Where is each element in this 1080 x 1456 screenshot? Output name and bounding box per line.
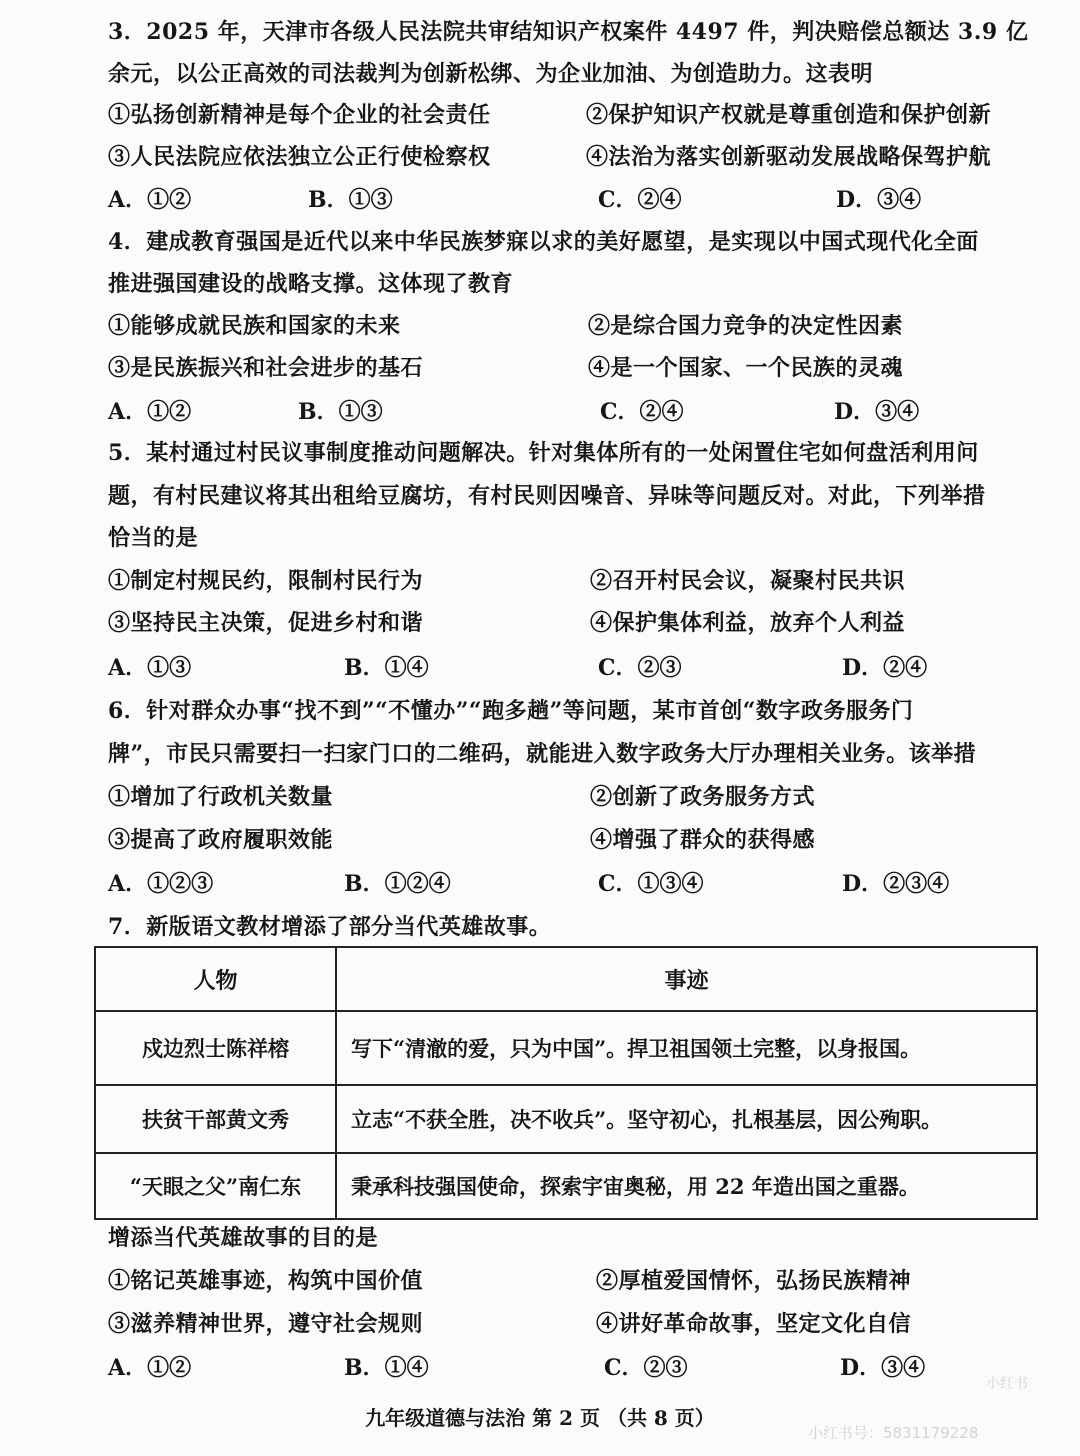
- q5-statement-2: ②召开村民会议，凝聚村民共识: [590, 568, 906, 594]
- hero-name: 戍边烈士陈祥榕: [95, 1011, 336, 1085]
- q3-statement-4: ④法治为落实创新驱动发展战略保驾护航: [586, 144, 992, 170]
- q6-option-d: D．②③④: [842, 871, 950, 897]
- q3-option-a: A．①②: [108, 187, 192, 213]
- q3-statement-2: ②保护知识产权就是尊重创造和保护创新: [586, 102, 992, 128]
- q4-option-a: A．①②: [108, 399, 192, 425]
- q7-statement-2: ②厚植爱国情怀，弘扬民族精神: [596, 1268, 912, 1294]
- table-header-row: [95, 947, 1037, 1011]
- q7-option-b: B．①④: [344, 1355, 429, 1381]
- q5-statement-4: ④保护集体利益，放弃个人利益: [590, 610, 906, 636]
- q4-option-b: B．①③: [298, 399, 383, 425]
- q5-option-c: C．②③: [598, 655, 682, 681]
- q7-option-d: D．③④: [840, 1355, 926, 1381]
- q5-option-d: D．②④: [842, 655, 928, 681]
- hero-name: “天眼之父”南仁东: [95, 1153, 336, 1219]
- q3-statement-3: ③人民法院应依法独立公正行使检察权: [108, 144, 491, 170]
- q5-option-a: A．①③: [108, 655, 192, 681]
- q6-option-b: B．①②④: [344, 871, 451, 897]
- table-row: [95, 1011, 1037, 1085]
- q3-stem-line-2: 余元，以公正高效的司法裁判为创新松绑、为企业加油、为创造助力。这表明: [108, 61, 874, 87]
- q3-stem-line-1: 3．2025 年，天津市各级人民法院共审结知识产权案件 4497 件，判决赔偿总额达 3.9 亿: [108, 19, 1029, 45]
- page-footer: 九年级道德与法治 第 2 页 （共 8 页）: [365, 1406, 715, 1430]
- q7-statement-1: ①铭记英雄事迹，构筑中国价值: [108, 1268, 424, 1294]
- q6-statement-3: ③提高了政府履职效能: [108, 827, 334, 853]
- q7-question: 增添当代英雄故事的目的是: [108, 1225, 379, 1251]
- q3-statement-1: ①弘扬创新精神是每个企业的社会责任: [108, 102, 491, 128]
- q4-statement-4: ④是一个国家、一个民族的灵魂: [588, 355, 904, 381]
- q5-option-b: B．①④: [344, 655, 429, 681]
- q7-statement-3: ③滋养精神世界，遵守社会规则: [108, 1311, 424, 1337]
- q5-statement-3: ③坚持民主决策，促进乡村和谐: [108, 610, 424, 636]
- hero-name: 扶贫干部黄文秀: [95, 1085, 336, 1153]
- hero-deed: 写下“清澈的爱，只为中国”。捍卫祖国领土完整，以身报国。: [336, 1011, 1037, 1085]
- q4-statement-2: ②是综合国力竞争的决定性因素: [588, 313, 904, 339]
- q6-option-a: A．①②③: [108, 871, 214, 897]
- q4-statement-1: ①能够成就民族和国家的未来: [108, 313, 401, 339]
- q5-stem-line-3: 恰当的是: [108, 525, 199, 551]
- hero-deed: 立志“不获全胜，决不收兵”。坚守初心，扎根基层，因公殉职。: [336, 1085, 1037, 1153]
- hero-deed: 秉承科技强国使命，探索宇宙奥秘，用 22 年造出国之重器。: [336, 1153, 1037, 1219]
- q6-stem-line-1: 6．针对群众办事“找不到”“不懂办”“跑多趟”等问题，某市首创“数字政务服务门: [108, 698, 914, 724]
- q4-option-d: D．③④: [834, 399, 920, 425]
- q6-statement-1: ①增加了行政机关数量: [108, 784, 334, 810]
- q7-statement-4: ④讲好革命故事，坚定文化自信: [596, 1311, 912, 1337]
- q5-statement-1: ①制定村规民约，限制村民行为: [108, 568, 424, 594]
- q3-option-d: D．③④: [836, 187, 922, 213]
- q6-option-c: C．①③④: [598, 871, 704, 897]
- heroes-table: [94, 946, 1038, 1220]
- q7-option-a: A．①②: [108, 1355, 192, 1381]
- q7-stem: 7．新版语文教材增添了部分当代英雄故事。: [108, 914, 552, 940]
- header-person: 人物: [95, 947, 336, 1011]
- table-row: [95, 1153, 1037, 1219]
- q6-statement-4: ④增强了群众的获得感: [590, 827, 816, 853]
- q7-option-c: C．②③: [604, 1355, 688, 1381]
- q4-statement-3: ③是民族振兴和社会进步的基石: [108, 355, 424, 381]
- watermark-handle: 小红书号：5831179228: [808, 1424, 979, 1442]
- q6-stem-line-2: 牌”，市民只需要扫一扫家门口的二维码，就能进入数字政务大厅办理相关业务。该举措: [108, 741, 977, 767]
- q3-option-c: C．②④: [598, 187, 682, 213]
- table-row: [95, 1085, 1037, 1153]
- header-deeds: 事迹: [336, 947, 1037, 1011]
- q5-stem-line-2: 题，有村民建议将其出租给豆腐坊，有村民则因噪音、异味等问题反对。对此，下列举措: [108, 483, 986, 509]
- q6-statement-2: ②创新了政务服务方式: [590, 784, 816, 810]
- q5-stem-line-1: 5．某村通过村民议事制度推动问题解决。针对集体所有的一处闲置住宅如何盘活利用问: [108, 440, 979, 466]
- watermark-logo: 小红书: [986, 1376, 1028, 1392]
- q4-stem-line-2: 推进强国建设的战略支撑。这体现了教育: [108, 271, 514, 297]
- q3-option-b: B．①③: [308, 187, 393, 213]
- q4-stem-line-1: 4．建成教育强国是近代以来中华民族梦寐以求的美好愿望，是实现以中国式现代化全面: [108, 229, 979, 255]
- q4-option-c: C．②④: [600, 399, 684, 425]
